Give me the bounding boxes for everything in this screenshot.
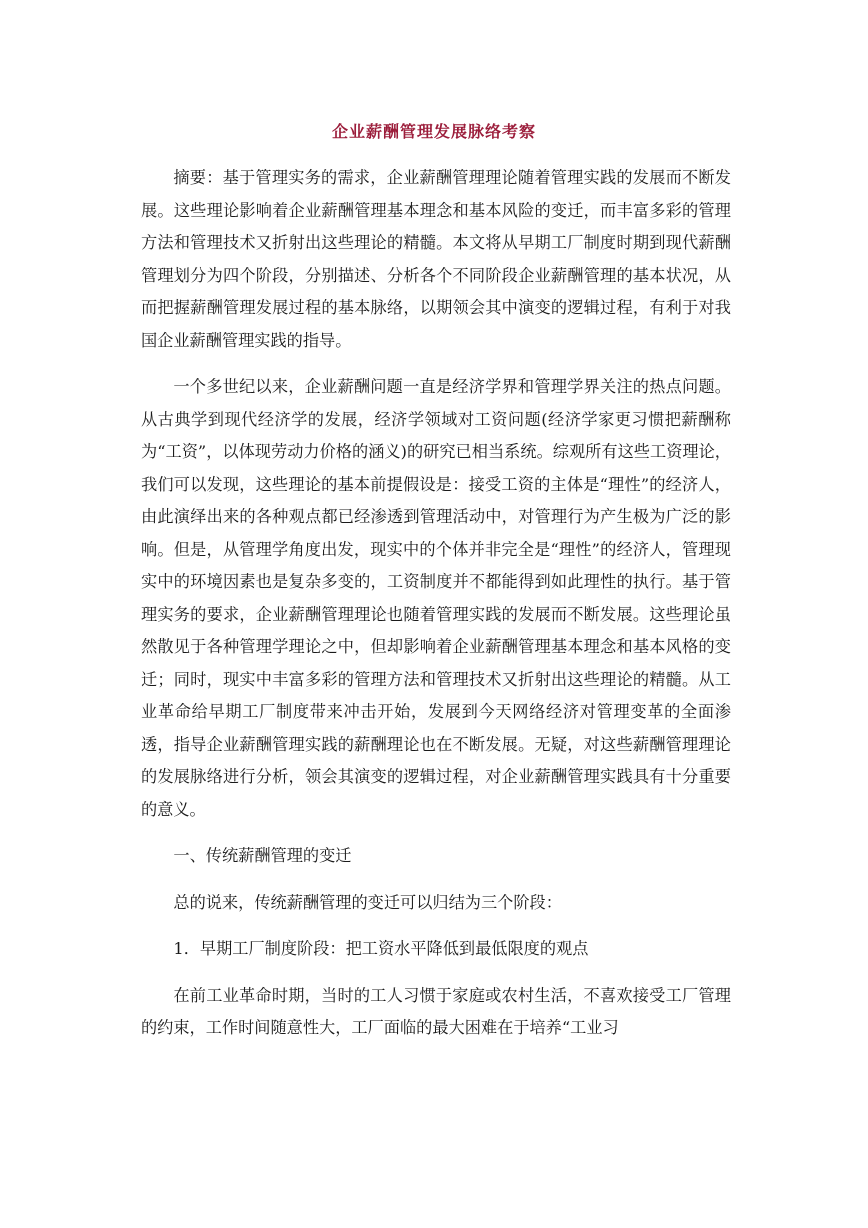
subsection-heading: 1．早期工厂制度阶段：把工资水平降低到最低限度的观点 [173, 939, 589, 958]
section-summary-paragraph: 总的说来，传统薪酬管理的变迁可以归结为三个阶段： [173, 892, 562, 912]
abstract-paragraph: 摘要：基于管理实务的需求，企业薪酬管理理论随着管理实践的发展而不断发展。这些理论影响着企业薪酬管理基本理念和基本风险的变迁，而丰富多彩的管理方法和管理技术又折射出这些理论的精髓。本文将从早期工厂制度时期到现代薪酬管理划分为四个阶段，分别描述、分析各个不同阶段企业薪酬管理的基本状况，从而把握薪酬管理发展过程的基本脉络，以期领会其中演变的逻辑过程，有利于对我国企业薪酬管理实践的指导。 [141, 168, 731, 350]
section-heading: 一、传统薪酬管理的变迁 [173, 846, 352, 865]
body-paragraph: 在前工业革命时期，当时的工人习惯于家庭或农村生活，不喜欢接受工厂管理的约束，工作时间随意性大，工厂面临的最大困难在于培养“工业习 [141, 985, 731, 1037]
document-body [141, 162, 731, 1059]
document-title: 企业薪酬管理发展脉络考察 [331, 122, 536, 141]
intro-paragraph: 一个多世纪以来，企业薪酬问题一直是经济学界和管理学界关注的热点问题。从古典学到现代经济学的发展，经济学领域对工资问题(经济学家更习惯把薪酬称为“工资”，以体现劳动力价格的涵义)的研究已相当系统。综观所有这些工资理论，我们可以发现，这些理论的基本前提假设是：接受工资的主体是“理性”的经济人，由此演绎出来的各种观点都已经渗透到管理活动中，对管理行为产生极为广泛的影响。但是，从管理学角度出发，现实中的个体并非完全是“理性”的经济人，管理现实中的环境因素也是复杂多变的，工资制度并不都能得到如此理性的执行。基于管理实务的要求，企业薪酬管理理论也随着管理实践的发展而不断发展。这些理论虽然散见于各种管理学理论之中，但却影响着企业薪酬管理基本理念和基本风格的变迁；同时，现实中丰富多彩的管理方法和管理技术又折射出这些理论的精髓。从工业革命给早期工厂制度带来冲击开始，发展到今天网络经济对管理变革的全面渗透，指导企业薪酬管理实践的薪酬理论也在不断发展。无疑，对这些薪酬管理理论的发展脉络进行分析，领会其演变的逻辑过程，对企业薪酬管理实践具有十分重要的意义。 [141, 377, 731, 819]
